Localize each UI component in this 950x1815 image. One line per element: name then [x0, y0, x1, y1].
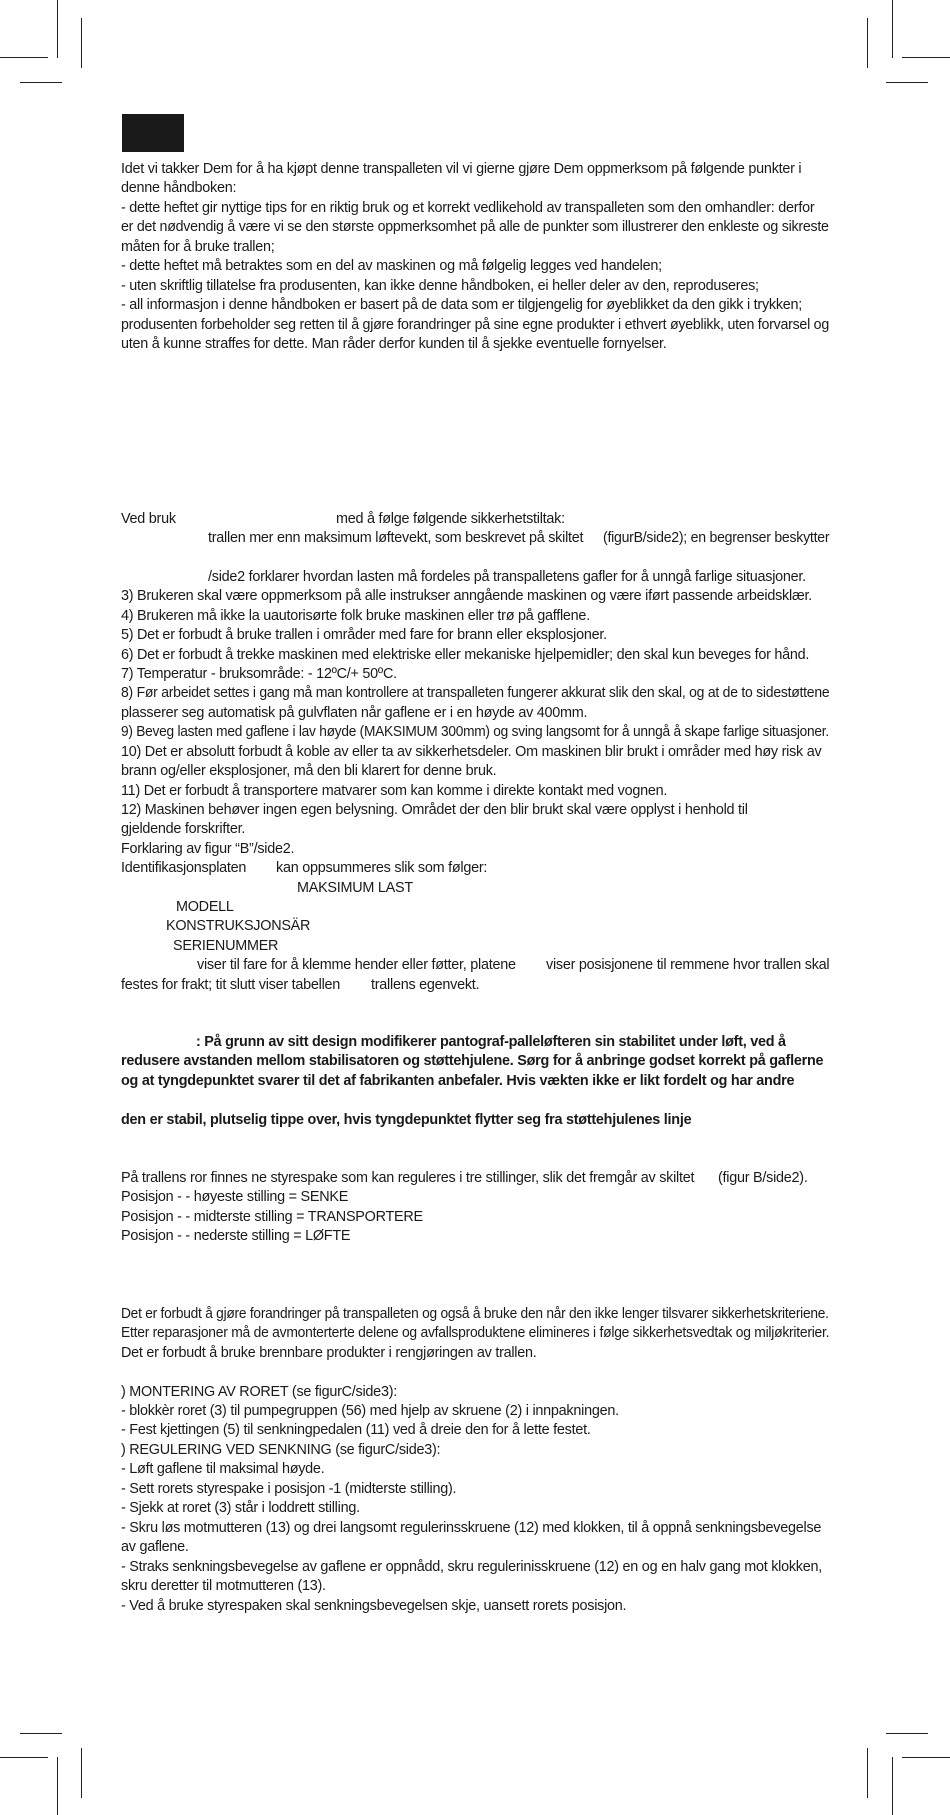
ident-platen: Identifikasjonsplaten: [121, 860, 247, 876]
maintenance-line: Etter reparasjoner må de avmonterterte delene og avfallsproduktene elimineres i følge sikkerhetsvedtak og miljøkriterier.: [121, 1325, 830, 1341]
safety-line: 6) Det er forbudt å trekke maskinen med elektriske eller mekaniske hjelpemidler; den skal kun beveges for hånd.: [121, 647, 810, 663]
maintenance-line: Det er forbudt å bruke brennbare produkter i rengjøringen av trallen.: [121, 1345, 537, 1361]
crop-mark: [20, 82, 62, 83]
safety-line: plasserer seg automatisk på gulvflaten når gaflene er i en høyde av 400mm.: [121, 705, 588, 721]
safety-line: 5) Det er forbudt å bruke trallen i områder med fare for brann eller eksplosjoner.: [121, 627, 607, 643]
controls-position: Posisjon - - midterste stilling = TRANSPORTERE: [121, 1209, 423, 1225]
crop-mark: [886, 82, 928, 83]
assembly-line: - blokkèr roret (3) til pumpegruppen (56) med hjelp av skruene (2) i innpakningen.: [121, 1403, 619, 1419]
warning-line: og at tyngdepunktet svarer til det af fabrikanten anbefaler. Hvis vækten ikke er likt fordelt og har andre: [121, 1073, 795, 1089]
safety-trallen-line: trallen mer enn maksimum løftevekt, som beskrevet på skiltet: [208, 530, 584, 546]
crop-mark: [867, 18, 868, 68]
safety-side2-line: /side2 forklarer hvordan lasten må fordeles på transpalletens gafler for å unngå farlige situasjoner.: [208, 569, 806, 585]
assembly-line: ) MONTERING AV RORET (se figurC/side3):: [121, 1384, 397, 1400]
assembly-line: - Sjekk at roret (3) står i loddrett stilling.: [121, 1500, 360, 1516]
safety-line: 11) Det er forbudt å transportere matvarer som kan komme i direkte kontakt med vognen.: [121, 783, 668, 799]
assembly-line: ) REGULERING VED SENKNING (se figurC/side3):: [121, 1442, 441, 1458]
safety-line: 4) Brukeren må ikke la uautorisørte folk bruke maskinen eller trø på gafflene.: [121, 608, 590, 624]
crop-mark: [20, 1733, 62, 1734]
controls-figur: (figur B/side2).: [718, 1170, 808, 1186]
safety-line: 12) Maskinen behøver ingen egen belysning. Området der den blir brukt skal være opplyst i henhold til: [121, 802, 748, 818]
safety-line: Forklaring av figur “B”/side2.: [121, 841, 295, 857]
crop-mark: [867, 1748, 868, 1798]
ident-kan: kan oppsummeres slik som følger:: [276, 860, 488, 876]
safety-line: 10) Det er absolutt forbudt å koble av eller ta av sikkerhetsdeler. Om maskinen blir brukt i områder med høy risk av: [121, 744, 822, 760]
ident-viser-b: viser posisjonene til remmene hvor trallen skal: [546, 957, 830, 973]
warning-line: redusere avstanden mellom stabilisatoren og støttehjulene. Sørg for å anbringe godset korrekt på gaflerne: [121, 1053, 824, 1069]
warning-line: den er stabil, plutselig tippe over, hvis tyngdepunktet flytter seg fra støttehjulenes linje: [121, 1112, 692, 1128]
assembly-line: skru deretter til motmutteren (13).: [121, 1578, 326, 1594]
crop-mark: [57, 0, 58, 58]
assembly-line: av gaflene.: [121, 1539, 189, 1555]
intro-line: er det nødvendig å være vi se den største oppmerksomhet på alle de punkter som illustrerer den enkleste og sikreste: [121, 219, 829, 235]
safety-line: 3) Brukeren skal være oppmerksom på alle instrukser anngående maskinen og være iført passende arbeidsklær.: [121, 588, 812, 604]
crop-mark: [0, 1757, 48, 1758]
intro-line: produsenten forbeholder seg retten til å gjøre forandringer på sine egne produkter i ethvert øyeblikk, uten forvarsel og: [121, 317, 829, 333]
ident-modell: MODELL: [176, 899, 234, 915]
crop-mark: [902, 57, 950, 58]
intro-line: uten å kunne straffes for dette. Man råder derfor kunden til å sjekke eventuelle fornyelser.: [121, 336, 667, 352]
intro-line: denne håndboken:: [121, 180, 237, 196]
controls-position: Posisjon - - nederste stilling = LØFTE: [121, 1228, 351, 1244]
crop-mark: [0, 57, 48, 58]
intro-line: måten for å bruke trallen;: [121, 239, 275, 255]
assembly-line: - Skru løs motmutteren (13) og drei langsomt regulerinsskruene (12) med klokken, til å oppnå senkningsbevegelse: [121, 1520, 822, 1536]
assembly-line: - Fest kjettingen (5) til senkningpedalen (11) ved å dreie den for å lette festet.: [121, 1422, 591, 1438]
crop-mark: [892, 1757, 893, 1815]
assembly-line: - Løft gaflene til maksimal høyde.: [121, 1461, 325, 1477]
assembly-line: - Ved å bruke styrespaken skal senkningsbevegelsen skje, uansett rorets posisjon.: [121, 1598, 627, 1614]
safety-med-folge: med å følge følgende sikkerhetstiltak:: [336, 511, 565, 527]
warning-line: : På grunn av sitt design modifikerer pantograf-palleløfteren sin stabilitet under løft, ved å: [196, 1034, 786, 1050]
safety-line: 9) Beveg lasten med gaflene i lav høyde (MAKSIMUM 300mm) og sving langsomt for å unngå å skape farlige situasjoner.: [121, 724, 829, 740]
crop-mark: [81, 1748, 82, 1798]
ident-serie: SERIENUMMER: [173, 938, 279, 954]
intro-line: - uten skriftlig tillatelse fra produsenten, kan ikke denne håndboken, ei heller deler av den, reproduseres;: [121, 278, 759, 294]
assembly-line: - Sett rorets styrespake i posisjon -1 (midterste stilling).: [121, 1481, 457, 1497]
intro-line: - all informasjon i denne håndboken er basert på de data som er tilgjengelig for øyeblikket da den gikk i trykken;: [121, 297, 803, 313]
safety-ved-bruk: Ved bruk: [121, 511, 176, 527]
crop-mark: [892, 0, 893, 58]
crop-mark: [81, 18, 82, 68]
intro-line: Idet vi takker Dem for å ha kjøpt denne transpalleten vil vi gierne gjøre Dem oppmerksom på følgende punkter i: [121, 161, 802, 177]
safety-line: brann og/eller eksplosjoner, må den bli klarert for denne bruk.: [121, 763, 497, 779]
maintenance-line: Det er forbudt å gjøre forandringer på transpalleten og også å bruke den når den ikke lenger tilsvarer sikkerhetskriteriene.: [121, 1306, 829, 1322]
safety-figurB: (figurB/side2); en begrenser beskytter: [603, 530, 830, 546]
ident-festes-a: festes for frakt; tit slutt viser tabellen: [121, 977, 341, 993]
safety-line: gjeldende forskrifter.: [121, 821, 246, 837]
language-tab: [122, 114, 184, 152]
safety-line: 7) Temperatur - bruksområde: - 12ºC/+ 50ºC.: [121, 666, 397, 682]
crop-mark: [902, 1757, 950, 1758]
controls-position: Posisjon - - høyeste stilling = SENKE: [121, 1189, 349, 1205]
ident-festes-b: trallens egenvekt.: [371, 977, 480, 993]
safety-line: 8) Før arbeidet settes i gang må man kontrollere at transpalleten fungerer akkurat slik den skal, og at de to sidestøttene: [121, 685, 830, 701]
ident-konstr: KONSTRUKSJONSÄR: [166, 918, 311, 934]
ident-viser-a: viser til fare for å klemme hender eller føtter, platene: [197, 957, 516, 973]
assembly-line: - Straks senkningsbevegelse av gaflene er oppnådd, skru regulerinisskruene (12) en og en halv gang mot klokken,: [121, 1559, 823, 1575]
intro-line: - dette heftet må betraktes som en del av maskinen og må følgelig legges ved handelen;: [121, 258, 662, 274]
controls-intro: På trallens ror finnes ne styrespake som kan reguleres i tre stillinger, slik det fremgår av skiltet: [121, 1170, 695, 1186]
intro-line: - dette heftet gir nyttige tips for en riktig bruk og et korrekt vedlikehold av transpalleten som den omhandler: derfor: [121, 200, 815, 216]
crop-mark: [886, 1733, 928, 1734]
crop-mark: [57, 1757, 58, 1815]
ident-maks-last: MAKSIMUM LAST: [297, 880, 413, 896]
